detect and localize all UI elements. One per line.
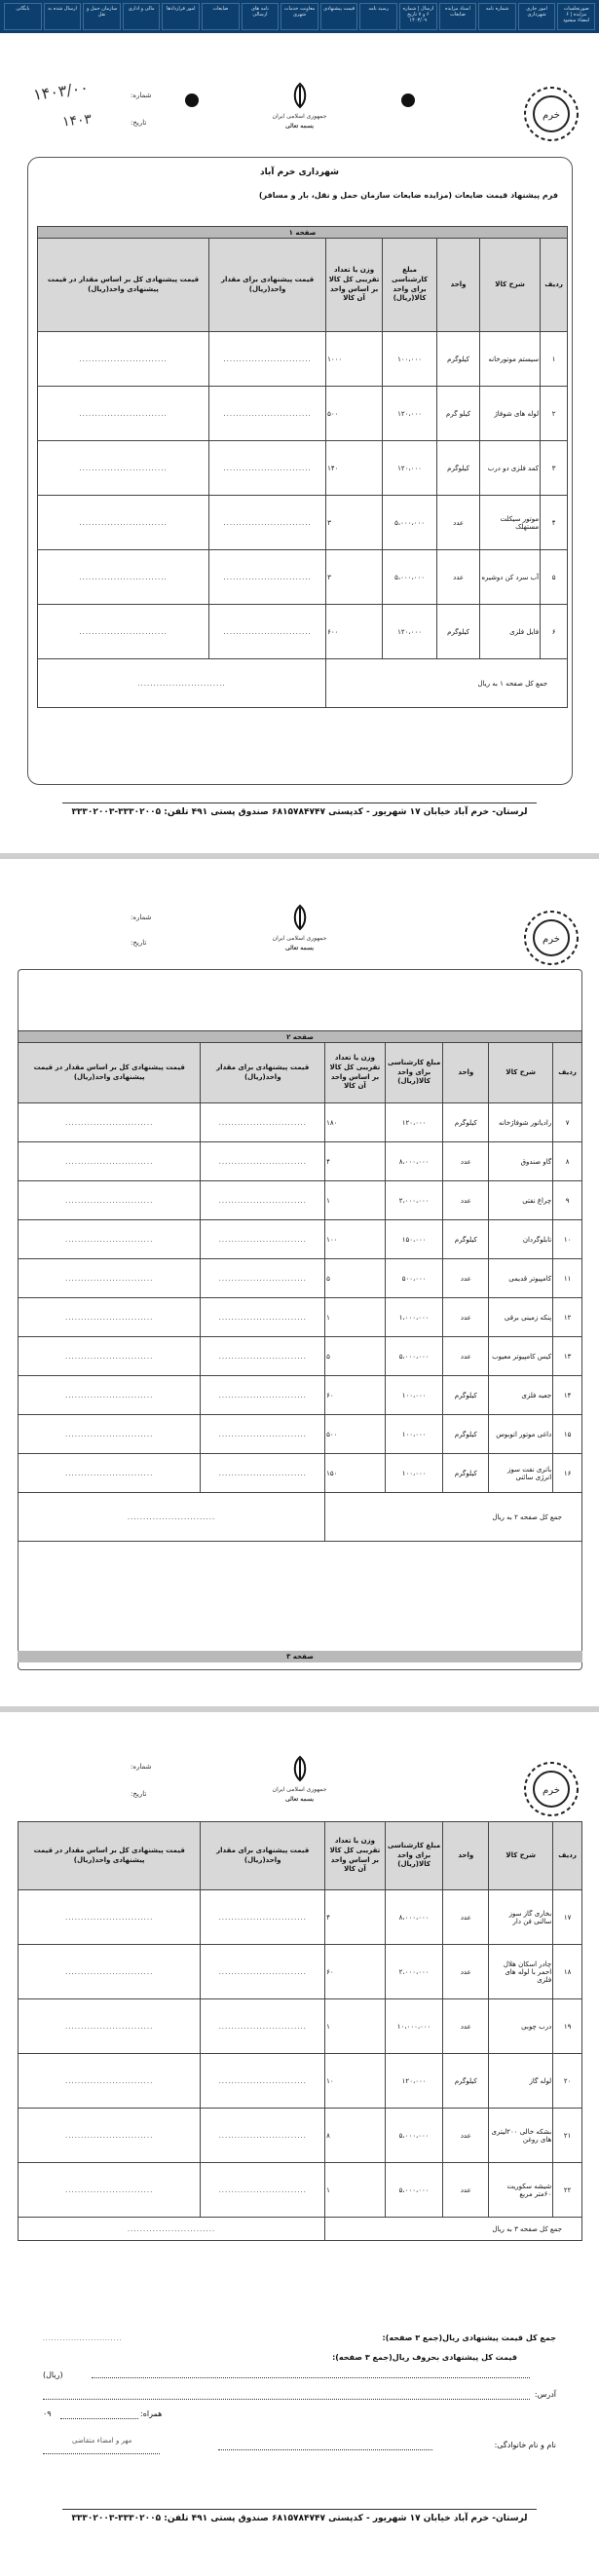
toolbar-cell[interactable]: امور جاری شهرداری xyxy=(518,3,556,30)
total-offer-field[interactable]: ............................ xyxy=(19,1259,201,1298)
toolbar-cell[interactable]: اسناد مزایده ضایعات xyxy=(439,3,477,30)
expert-price: ۱۰۰،۰۰۰ xyxy=(383,332,437,387)
total-offer-field[interactable]: ............................ xyxy=(38,332,209,387)
mobile-prefix: ۰۹ xyxy=(43,2409,52,2418)
row-number: ۸ xyxy=(553,1142,582,1181)
item-description: جعبه فلزی xyxy=(489,1376,553,1415)
handwritten-date: ۱۴۰۳ xyxy=(61,111,93,131)
expert-price: ۱۲۰،۰۰۰ xyxy=(383,605,437,659)
item-quantity: ۱۰ xyxy=(325,2054,386,2109)
item-quantity: ۳ xyxy=(326,550,383,605)
item-description: بشکه خالی ۲۰۰لیتری های روغن xyxy=(489,2109,553,2163)
column-header: مبلغ کارشناسی برای واحد کالا(ریال) xyxy=(385,1043,443,1103)
row-number: ۱۶ xyxy=(553,1454,582,1493)
table-row xyxy=(38,496,568,550)
signature-label: مهر و امضاء متقاضی xyxy=(72,2437,132,2445)
table-row xyxy=(19,1454,582,1493)
total-offer-field[interactable]: ............................ xyxy=(38,441,209,496)
expert-price: ۵۰۰،۰۰۰ xyxy=(385,1259,443,1298)
total-numeric-field[interactable]: ............................ xyxy=(43,2335,123,2342)
expert-price: ۵،۰۰۰،۰۰۰ xyxy=(385,2109,443,2163)
table-row xyxy=(19,1181,582,1220)
besmeh: بسمه تعالی xyxy=(284,1796,315,1803)
table-row xyxy=(38,387,568,441)
page-sum-field[interactable]: ............................ xyxy=(19,1493,325,1542)
expert-price: ۱۰۰،۰۰۰ xyxy=(385,1376,443,1415)
toolbar-cell[interactable]: شماره نامه xyxy=(478,3,516,30)
row-number: ۱۰ xyxy=(553,1220,582,1259)
row-number: ۱۳ xyxy=(553,1337,582,1376)
unit-offer-field[interactable]: ............................ xyxy=(201,1376,325,1415)
item-quantity: ۵۰۰ xyxy=(325,1415,386,1454)
item-unit: عدد xyxy=(443,1945,489,1999)
toolbar-cell[interactable]: معاونت خدمات شهری xyxy=(281,3,318,30)
unit-offer-field[interactable]: ............................ xyxy=(201,1945,325,1999)
unit-offer-field[interactable]: ............................ xyxy=(201,1890,325,1945)
column-header: قیمت پیشنهادی برای مقدار واحد(ریال) xyxy=(201,1822,325,1890)
toolbar-cell[interactable]: بایگانی xyxy=(4,3,42,30)
expert-price: ۱۲۰،۰۰۰ xyxy=(383,387,437,441)
expert-price: ۵،۰۰۰،۰۰۰ xyxy=(383,496,437,550)
row-number: ۲ xyxy=(541,387,568,441)
unit-offer-field[interactable]: ............................ xyxy=(209,387,326,441)
address-field[interactable] xyxy=(43,2396,530,2400)
column-header: قیمت پیشنهادی کل بر اساس مقدار در قیمت پیشنهادی واحد(ریال) xyxy=(38,239,209,332)
total-words-field[interactable] xyxy=(92,2372,530,2378)
item-unit: عدد xyxy=(437,496,480,550)
table-row xyxy=(19,1298,582,1337)
item-quantity: ۱۰۰۰ xyxy=(326,332,383,387)
toolbar-cell[interactable]: نامه های ارسالی xyxy=(242,3,280,30)
toolbar-cell[interactable]: سازمان حمل و نقل xyxy=(83,3,121,30)
page-sum-field[interactable]: ............................ xyxy=(19,2218,325,2241)
column-header: قیمت پیشنهادی کل بر اساس مقدار در قیمت پیشنهادی واحد(ریال) xyxy=(19,1822,201,1890)
items-table-page-2 xyxy=(18,1030,582,1542)
expert-price: ۱۲۰،۰۰۰ xyxy=(385,1103,443,1142)
column-header: مبلغ کارشناسی برای واحد کالا(ریال) xyxy=(385,1822,443,1890)
total-offer-field[interactable]: ............................ xyxy=(19,2109,201,2163)
row-number: ۱۵ xyxy=(553,1415,582,1454)
item-quantity: ۶۰۰ xyxy=(326,605,383,659)
item-unit: عدد xyxy=(443,1890,489,1945)
total-numeric-label: جمع کل قیمت پیشنهادی ریال(جمع ۳ صفحه): xyxy=(382,2333,556,2342)
item-description: لوله های شوفاژ xyxy=(480,387,541,441)
item-description: موتور سیکلت مستهلک xyxy=(480,496,541,550)
table-row xyxy=(19,1376,582,1415)
table-row xyxy=(38,550,568,605)
item-unit: کیلوگرم xyxy=(443,1376,489,1415)
municipality-name: شهرداری خرم آباد xyxy=(260,168,339,177)
date-label: تاریخ: xyxy=(131,939,147,947)
page-sum-label: جمع کل صفحه ۲ به ریال xyxy=(325,1493,582,1542)
unit-offer-field[interactable]: ............................ xyxy=(201,1337,325,1376)
total-offer-field[interactable]: ............................ xyxy=(38,496,209,550)
table-row xyxy=(38,441,568,496)
expert-price: ۲،۰۰۰،۰۰۰ xyxy=(385,1945,443,1999)
expert-price: ۵،۰۰۰،۰۰۰ xyxy=(385,1337,443,1376)
item-unit: کیلوگرم xyxy=(437,441,480,496)
row-number: ۲۲ xyxy=(553,2163,582,2218)
item-description: بخاری گاز سوز سالنی فن دار xyxy=(489,1890,553,1945)
item-quantity: ۱۰۰ xyxy=(325,1220,386,1259)
toolbar-cell[interactable]: امور قراردادها xyxy=(162,3,200,30)
item-unit: عدد xyxy=(443,1259,489,1298)
table-row xyxy=(19,2109,582,2163)
date-label: تاریخ: xyxy=(131,119,147,127)
fullname-field[interactable] xyxy=(218,2446,432,2450)
item-unit: عدد xyxy=(443,1142,489,1181)
row-number: ۷ xyxy=(553,1103,582,1142)
item-quantity: ۵۰۰ xyxy=(326,387,383,441)
item-quantity: ۴ xyxy=(325,1890,386,1945)
total-words-label: قیمت کل پیشنهادی بحروف ریال(جمع ۳ صفحه): xyxy=(332,2353,517,2362)
item-unit: کیلوگرم xyxy=(443,1103,489,1142)
table-row xyxy=(19,1999,582,2054)
expert-price: ۱۰۰،۰۰۰ xyxy=(385,1454,443,1493)
toolbar-cell[interactable]: رسید نامه xyxy=(359,3,397,30)
item-unit: عدد xyxy=(443,1181,489,1220)
svg-text:خرم: خرم xyxy=(543,1785,560,1796)
item-unit: عدد xyxy=(443,2163,489,2218)
item-description: گاو صندوق xyxy=(489,1142,553,1181)
item-description: داغی موتور اتوبوس xyxy=(489,1415,553,1454)
item-unit: عدد xyxy=(437,550,480,605)
number-label: شماره: xyxy=(131,1763,152,1771)
row-number: ۱۹ xyxy=(553,1999,582,2054)
item-description: باتری نفت سوز انرژی سائنی xyxy=(489,1454,553,1493)
expert-price: ۱۰۰،۰۰۰ xyxy=(385,1415,443,1454)
number-label: شماره: xyxy=(131,92,152,99)
unit-offer-field[interactable]: ............................ xyxy=(209,496,326,550)
expert-price: ۸،۰۰۰،۰۰۰ xyxy=(385,1890,443,1945)
svg-text:خرم: خرم xyxy=(543,934,560,945)
unit-offer-field[interactable]: ............................ xyxy=(201,1103,325,1142)
row-number: ۶ xyxy=(541,605,568,659)
unit-offer-field[interactable]: ............................ xyxy=(209,550,326,605)
total-offer-field[interactable]: ............................ xyxy=(19,1220,201,1259)
unit-offer-field[interactable]: ............................ xyxy=(209,332,326,387)
column-header: وزن یا تعداد تقریبی کل کالا بر اساس واحد آن کالا xyxy=(325,1043,386,1103)
item-unit: عدد xyxy=(443,2109,489,2163)
row-number: ۴ xyxy=(541,496,568,550)
page-sum-label: جمع کل صفحه ۱ به ریال xyxy=(326,659,568,708)
page-sum-label: جمع کل صفحه ۳ به ریال xyxy=(325,2218,582,2241)
unit-offer-field[interactable]: ............................ xyxy=(201,2109,325,2163)
item-description: فایل فلزی xyxy=(480,605,541,659)
footer-address: لرستان- خرم آباد خیابان ۱۷ شهریور - کدپستی ۶۸۱۵۷۸۴۷۴۷ صندوق پستی ۴۹۱ تلفن: ۳۳۳۰۲۰۰۵-۳۳۳۰۲۰۰۳ xyxy=(62,803,537,817)
republic-title: جمهوری اسلامی ایران xyxy=(272,1786,327,1793)
item-unit: کیلوگرم xyxy=(443,1415,489,1454)
item-quantity: ۱۸۰ xyxy=(325,1103,386,1142)
total-offer-field[interactable]: ............................ xyxy=(19,1142,201,1181)
row-number: ۳ xyxy=(541,441,568,496)
page-3 xyxy=(14,1720,585,2567)
besmeh: بسمه تعالی xyxy=(284,123,315,130)
column-header: واحد xyxy=(443,1822,489,1890)
page-band: صفحه ۱ xyxy=(38,227,568,239)
page-band: صفحه ۲ xyxy=(19,1031,582,1043)
expert-price: ۸،۰۰۰،۰۰۰ xyxy=(385,1142,443,1181)
item-description: آب سرد کن دوشیره xyxy=(480,550,541,605)
item-unit: کیلوگرم xyxy=(437,605,480,659)
column-header: واحد xyxy=(443,1043,489,1103)
column-header: وزن یا تعداد تقریبی کل کالا بر اساس واحد آن کالا xyxy=(325,1822,386,1890)
total-offer-field[interactable]: ............................ xyxy=(19,2054,201,2109)
signature-field[interactable] xyxy=(43,2450,160,2454)
table-row xyxy=(19,1337,582,1376)
item-quantity: ۵ xyxy=(325,1337,386,1376)
number-label: شماره: xyxy=(131,914,152,921)
column-header: مبلغ کارشناسی برای واحد کالا(ریال) xyxy=(383,239,437,332)
unit-offer-field[interactable]: ............................ xyxy=(201,1999,325,2054)
page-sum-field[interactable]: ............................ xyxy=(38,659,326,708)
total-offer-field[interactable]: ............................ xyxy=(38,387,209,441)
item-quantity: ۶۰ xyxy=(325,1376,386,1415)
table-row xyxy=(38,332,568,387)
emblem-icon xyxy=(289,904,311,931)
row-number: ۱ xyxy=(541,332,568,387)
item-quantity: ۱ xyxy=(325,1298,386,1337)
table-row xyxy=(19,1945,582,1999)
toolbar-cell[interactable]: ارسال | شماره ۶ و ۷ تاریخ ۱۴۰۳/۰۹ xyxy=(399,3,437,30)
republic-title: جمهوری اسلامی ایران xyxy=(272,935,327,942)
item-description: پنکه زمینی برقی xyxy=(489,1298,553,1337)
item-description: لوله گاز xyxy=(489,2054,553,2109)
total-offer-field[interactable]: ............................ xyxy=(38,550,209,605)
total-offer-field[interactable]: ............................ xyxy=(19,1999,201,2054)
items-table-page-3 xyxy=(18,1821,582,2241)
row-number: ۵ xyxy=(541,550,568,605)
table-row xyxy=(19,2163,582,2218)
row-number: ۲۱ xyxy=(553,2109,582,2163)
unit-offer-field[interactable]: ............................ xyxy=(201,2054,325,2109)
column-header: ردیف xyxy=(553,1822,582,1890)
column-header: واحد xyxy=(437,239,480,332)
date-label: تاریخ: xyxy=(131,1790,147,1798)
column-header: شرح کالا xyxy=(489,1043,553,1103)
item-description: کمد فلزی دو درب xyxy=(480,441,541,496)
toolbar-cell[interactable]: صورتجلسات مزایده | ۶ امضاء میشود xyxy=(557,3,595,30)
mobile-label: همراه: xyxy=(140,2409,163,2418)
item-description: چراغ نفتی xyxy=(489,1181,553,1220)
unit-offer-field[interactable]: ............................ xyxy=(201,1298,325,1337)
punch-hole xyxy=(185,93,199,107)
punch-hole xyxy=(401,93,415,107)
column-header: شرح کالا xyxy=(489,1822,553,1890)
total-offer-field[interactable]: ............................ xyxy=(19,1890,201,1945)
row-number: ۲۰ xyxy=(553,2054,582,2109)
item-quantity: ۵ xyxy=(325,1259,386,1298)
item-description: شیشه سکوریت ۶۰متر مربع xyxy=(489,2163,553,2218)
item-quantity: ۳ xyxy=(326,496,383,550)
total-offer-field[interactable]: ............................ xyxy=(19,2163,201,2218)
mobile-field[interactable] xyxy=(60,2415,138,2419)
page-separator xyxy=(0,1706,599,1712)
total-offer-field[interactable]: ............................ xyxy=(19,1181,201,1220)
table-row xyxy=(19,2054,582,2109)
emblem-icon xyxy=(289,1755,311,1782)
expert-price: ۲،۰۰۰،۰۰۰ xyxy=(385,1181,443,1220)
items-table-page-1 xyxy=(37,226,568,708)
item-description: کیس کامپیوتر معیوب xyxy=(489,1337,553,1376)
besmeh: بسمه تعالی xyxy=(284,945,315,952)
next-page-band: صفحه ۳ xyxy=(18,1651,582,1662)
column-header: قیمت پیشنهادی برای مقدار واحد(ریال) xyxy=(209,239,326,332)
column-header: قیمت پیشنهادی برای مقدار واحد(ریال) xyxy=(201,1043,325,1103)
total-offer-field[interactable]: ............................ xyxy=(38,605,209,659)
total-offer-field[interactable]: ............................ xyxy=(19,1454,201,1493)
unit-offer-field[interactable]: ............................ xyxy=(201,1142,325,1181)
item-quantity: ۶۰ xyxy=(325,1945,386,1999)
footer-address: لرستان- خرم آباد خیابان ۱۷ شهریور - کدپستی ۶۸۱۵۷۸۴۷۴۷ صندوق پستی ۴۹۱ تلفن: ۳۳۳۰۲۰۰۵-۳۳۳۰۲۰۰۳ xyxy=(62,2509,537,2523)
column-header: وزن یا تعداد تقریبی کل کالا بر اساس واحد آن کالا xyxy=(326,239,383,332)
expert-price: ۵،۰۰۰،۰۰۰ xyxy=(385,2163,443,2218)
table-row xyxy=(19,1259,582,1298)
row-number: ۱۱ xyxy=(553,1259,582,1298)
item-unit: عدد xyxy=(443,1337,489,1376)
total-offer-field[interactable]: ............................ xyxy=(19,1337,201,1376)
unit-offer-field[interactable]: ............................ xyxy=(201,1259,325,1298)
expert-price: ۱۰،۰۰۰،۰۰۰ xyxy=(385,1999,443,2054)
table-row xyxy=(38,605,568,659)
item-quantity: ۸ xyxy=(325,2109,386,2163)
column-header: ردیف xyxy=(553,1043,582,1103)
item-unit: عدد xyxy=(443,1999,489,2054)
address-label: آدرس: xyxy=(534,2390,556,2399)
row-number: ۱۲ xyxy=(553,1298,582,1337)
item-description: رادیاتور شوفاژخانه xyxy=(489,1103,553,1142)
form-title: فرم پیشنهاد قیمت ضایعات (مزایده ضایعات سازمان حمل و نقل، بار و مسافر) xyxy=(258,191,558,200)
expert-price: ۵،۰۰۰،۰۰۰ xyxy=(383,550,437,605)
emblem-icon xyxy=(289,82,311,109)
table-row xyxy=(19,1890,582,1945)
unit-offer-field[interactable]: ............................ xyxy=(201,1415,325,1454)
item-unit: کیلوگرم xyxy=(443,1220,489,1259)
table-row xyxy=(19,1220,582,1259)
item-quantity: ۱ xyxy=(325,1999,386,2054)
table-row xyxy=(19,1415,582,1454)
unit-offer-field[interactable]: ............................ xyxy=(201,1181,325,1220)
item-description: تابلوگردان xyxy=(489,1220,553,1259)
top-toolbar xyxy=(0,0,599,33)
republic-title: جمهوری اسلامی ایران xyxy=(272,113,327,120)
toolbar-cell[interactable]: ارسال شده به xyxy=(44,3,82,30)
item-unit: عدد xyxy=(443,1298,489,1337)
fullname-label: نام و نام خانوادگی: xyxy=(494,2441,556,2449)
toolbar-cell[interactable]: قیمت پیشنهادی xyxy=(320,3,358,30)
column-header: شرح کالا xyxy=(480,239,541,332)
item-unit: کیلوگرم xyxy=(437,332,480,387)
item-quantity: ۱ xyxy=(325,2163,386,2218)
column-header: ردیف xyxy=(541,239,568,332)
expert-price: ۱،۰۰۰،۰۰۰ xyxy=(385,1298,443,1337)
unit-offer-field[interactable]: ............................ xyxy=(209,441,326,496)
rial-label: (ریال) xyxy=(43,2371,63,2379)
row-number: ۱۷ xyxy=(553,1890,582,1945)
expert-price: ۱۲۰،۰۰۰ xyxy=(385,2054,443,2109)
item-quantity: ۱۴۰ xyxy=(326,441,383,496)
svg-text:خرم: خرم xyxy=(543,110,560,121)
page-separator xyxy=(0,853,599,859)
toolbar-cell[interactable]: مالی و اداری xyxy=(123,3,161,30)
total-offer-field[interactable]: ............................ xyxy=(19,1376,201,1415)
total-offer-field[interactable]: ............................ xyxy=(19,1945,201,1999)
item-description: سیستم موتورخانه xyxy=(480,332,541,387)
item-unit: کیلوگرم xyxy=(443,2054,489,2109)
item-quantity: ۱۵۰ xyxy=(325,1454,386,1493)
item-description: کامپیوتر قدیمی xyxy=(489,1259,553,1298)
expert-price: ۱۵۰،۰۰۰ xyxy=(385,1220,443,1259)
handwritten-number: ۱۴۰۳/۰۰ xyxy=(31,78,90,104)
unit-offer-field[interactable]: ............................ xyxy=(201,2163,325,2218)
item-unit: کیلو گرم xyxy=(437,387,480,441)
table-row xyxy=(19,1142,582,1181)
page-1 xyxy=(14,43,585,841)
item-unit: کیلوگرم xyxy=(443,1454,489,1493)
total-offer-field[interactable]: ............................ xyxy=(19,1415,201,1454)
item-description: درب چوبی xyxy=(489,1999,553,2054)
unit-offer-field[interactable]: ............................ xyxy=(201,1220,325,1259)
item-quantity: ۴ xyxy=(325,1142,386,1181)
expert-price: ۱۲۰،۰۰۰ xyxy=(383,441,437,496)
table-row xyxy=(19,1103,582,1142)
row-number: ۹ xyxy=(553,1181,582,1220)
total-offer-field[interactable]: ............................ xyxy=(19,1103,201,1142)
row-number: ۱۴ xyxy=(553,1376,582,1415)
item-description: چادر اسکان هلال احمر با لوله های فلزی xyxy=(489,1945,553,1999)
page-2 xyxy=(14,867,585,1685)
row-number: ۱۸ xyxy=(553,1945,582,1999)
total-offer-field[interactable]: ............................ xyxy=(19,1298,201,1337)
toolbar-cell[interactable]: ضایعات xyxy=(202,3,240,30)
column-header: قیمت پیشنهادی کل بر اساس مقدار در قیمت پیشنهادی واحد(ریال) xyxy=(19,1043,201,1103)
unit-offer-field[interactable]: ............................ xyxy=(209,605,326,659)
item-quantity: ۱ xyxy=(325,1181,386,1220)
unit-offer-field[interactable]: ............................ xyxy=(201,1454,325,1493)
